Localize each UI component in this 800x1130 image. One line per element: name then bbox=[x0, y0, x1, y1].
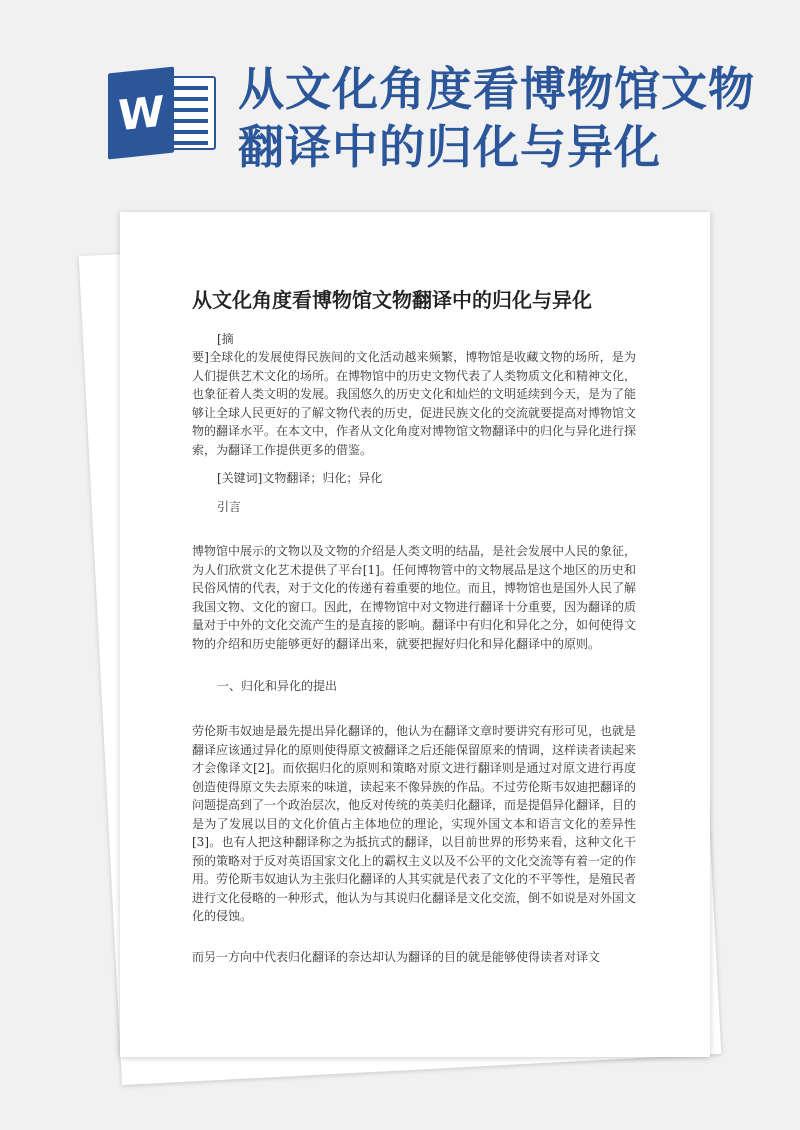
intro-paragraph: 博物馆中展示的文物以及文物的介绍是人类文明的结晶，是社会发展中人民的象征，为人们欣赏文化艺术提供了平台[1]。任何博物管中的文物展品是这个地区的历史和民俗风情的代表，对于文化的传递有着重要的地位。而且，博物馆也是国外人民了解我国文物、文化的窗口。因此，在博物馆中对文物进行翻译十分重要，因为翻译的质量对于中外的文化交流产生的是直接的影响。翻译中有归化和异化之分，如何使得文物的介绍和历史能够更好的翻译出来，就要把握好归化和异化翻译中的原则。 bbox=[192, 544, 637, 651]
section1-heading: 一、归化和异化的提出 bbox=[217, 679, 338, 693]
section1-paragraph: 劳伦斯韦奴迪是最先提出异化翻译的，他认为在翻译文章时要讲究有形可见，也就是翻译应该通过异化的原则使得原文被翻译之后还能保留原来的情调，这样读者读起来才会像译文[2]。而依据归化的原则和策略对原文进行翻译则是通过对原文进行再度创造使得原文失去原来的味道，读起来不像异族的作品。不过劳伦斯韦奴迪把翻译的问题提高到了一个政治层次，他反对传统的英美归化翻译，而是提倡异化翻译，目的是为了发展以目的文化价值占主体地位的理论，实现外国文本和语言文化的差异性[3]。也有人把这种翻译称之为抵抗式的翻译，以目前世界的形势来看，这种文化干预的策略对于反对英语国家文化上的霸权主义以及不公平的文化交流等有着一定的作用。劳伦斯韦奴迪认为主张归化翻译的人其实就是代表了文化的不平等性，是殖民者进行文化侵略的一种形式，他认为与其说归化翻译是文化交流，倒不如说是对外国文化的侵蚀。 bbox=[192, 724, 637, 923]
document-page bbox=[120, 212, 710, 1057]
word-logo bbox=[108, 70, 220, 156]
document-title: 从文化角度看博物馆文物翻译中的归化与异化 bbox=[192, 288, 592, 312]
banner-title: 从文化角度看博物馆文物翻译中的归化与异化 bbox=[238, 62, 755, 174]
last-line: 而另一方向中代表归化翻译的奈达却认为翻译的目的就是能够使得读者对译文 bbox=[192, 950, 601, 964]
word-letter-icon: W bbox=[108, 67, 174, 160]
intro-heading: 引言 bbox=[217, 500, 242, 514]
abstract-paragraph: 要]全球化的发展使得民族间的文化活动越来频繁，博物馆是收藏文物的场所，是为人们提供艺术文化的场所。在博物馆中的历史文物代表了人类物质文化和精神文化，也象征着人类文明的发展。我国悠久的历史文化和灿烂的文明延续到今天，是为了能够让全球人民更好的了解文物代表的历史，促进民族文化的交流就要提高对博物馆文物的翻译水平。在本文中，作者从文化角度对博物馆文物翻译中的归化与异化进行探索，为翻译工作提供更多的借鉴。 bbox=[192, 350, 637, 457]
keywords: [关键词]文物翻译；归化；异化 bbox=[217, 471, 383, 485]
abstract-label: [摘 bbox=[217, 332, 234, 346]
